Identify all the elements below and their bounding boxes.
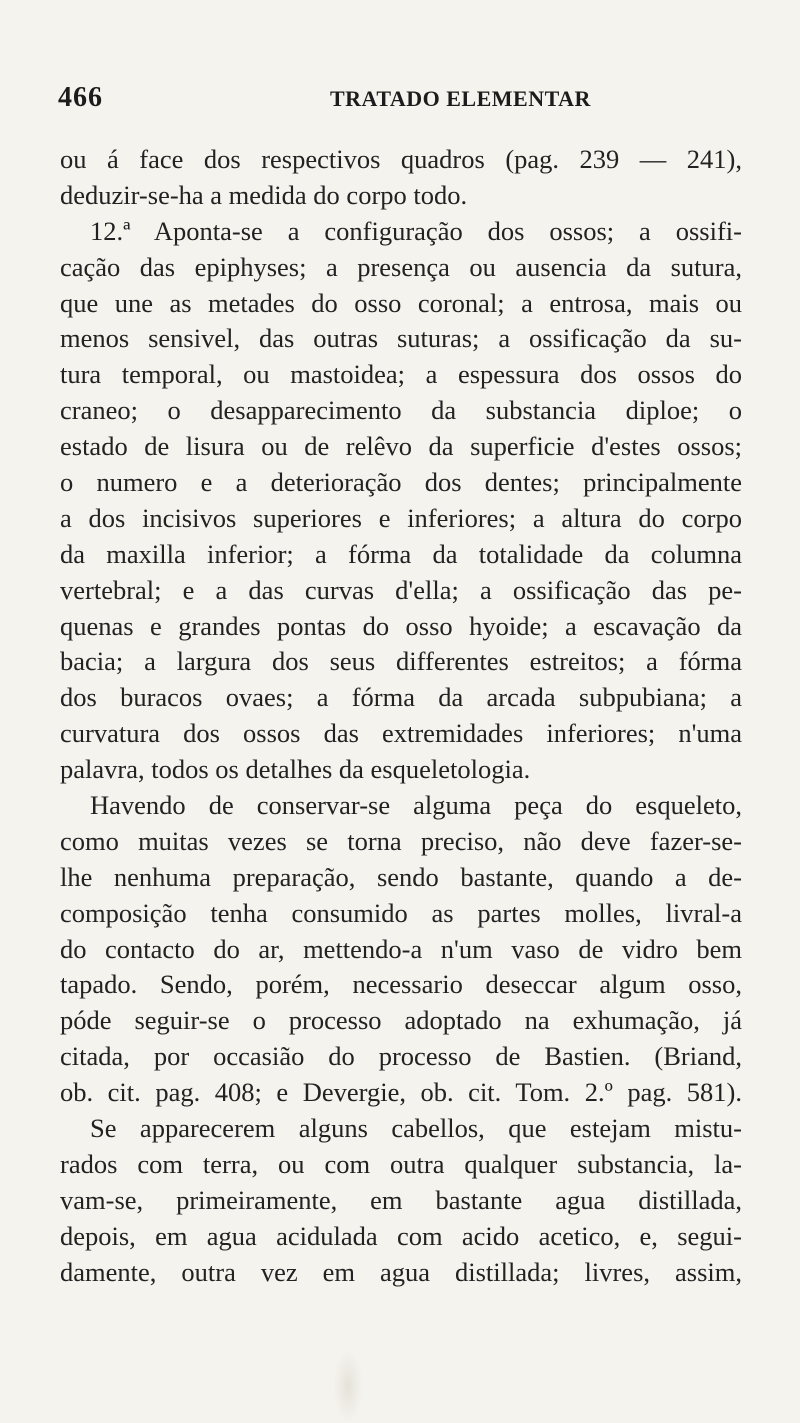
paper-stain [333,1350,363,1423]
text-line: do contacto do ar, mettendo-a n'um vaso de vidro bem [60,933,742,964]
text-line: dos buracos ovaes; a fórma da arcada subpubiana; a [60,682,742,713]
text-line: 12.ª Aponta-se a configuração dos ossos; a ossifi- [90,215,742,246]
running-title: TRATADO ELEMENTAR [330,86,591,111]
text-line: quenas e grandes pontas do osso hyoide; a escavação da [60,610,742,641]
text-line: que une as metades do osso coronal; a entrosa, mais ou [60,287,742,318]
text-line: estado de lisura ou de relêvo da superficie d'estes ossos; [60,431,742,462]
text-line: Se apparecerem alguns cabellos, que estejam mistu- [90,1113,742,1144]
text-line: a dos incisivos superiores e inferiores; a altura do corpo [60,502,742,533]
text-line: palavra, todos os detalhes da esqueletologia. [60,754,531,785]
text-line: como muitas vezes se torna preciso, não deve fazer-se- [60,825,742,856]
text-line: ob. cit. pag. 408; e Devergie, ob. cit. Tom. 2.º pag. 581). [60,1077,742,1108]
text-line: menos sensivel, das outras suturas; a ossificação da su- [60,323,742,354]
text-line: citada, por occasião do processo de Bastien. (Briand, [60,1041,742,1072]
text-line: ou á face dos respectivos quadros (pag. 239 — 241), [60,144,742,174]
text-line: póde seguir-se o processo adoptado na exhumação, já [60,1005,742,1036]
text-line: depois, em agua acidulada com acido acetico, e, segui- [60,1220,742,1251]
text-line: damente, outra vez em agua distillada; livres, assim, [60,1256,742,1287]
text-line: o numero e a deterioração dos dentes; principalmente [60,467,742,498]
text-line: tura temporal, ou mastoidea; a espessura dos ossos do [60,359,742,390]
body-text [60,142,742,1291]
text-line: curvatura dos ossos das extremidades inferiores; n'uma [60,718,742,749]
running-head [58,82,720,122]
text-line: tapado. Sendo, porém, necessario deseccar algum osso, [60,969,742,1000]
text-line: Havendo de conservar-se alguma peça do esqueleto, [90,790,742,821]
text-line: deduzir-se-ha a medida do corpo todo. [60,179,468,210]
text-line: cação das epiphyses; a presença ou ausencia da sutura, [60,251,742,282]
text-line: composição tenha consumido as partes molles, livral-a [60,897,742,928]
text-line: rados com terra, ou com outra qualquer substancia, la- [60,1148,742,1179]
text-line: craneo; o desapparecimento da substancia diploe; o [60,395,742,426]
page-number: 466 [58,82,103,113]
text-line: vertebral; e a das curvas d'ella; a ossificação das pe- [60,574,742,605]
text-line: lhe nenhuma preparação, sendo bastante, quando a de- [60,861,742,892]
text-line: bacia; a largura dos seus differentes estreitos; a fórma [60,646,742,677]
text-line: vam-se, primeiramente, em bastante agua distillada, [60,1184,742,1215]
text-line: da maxilla inferior; a fórma da totalidade da columna [60,538,742,569]
